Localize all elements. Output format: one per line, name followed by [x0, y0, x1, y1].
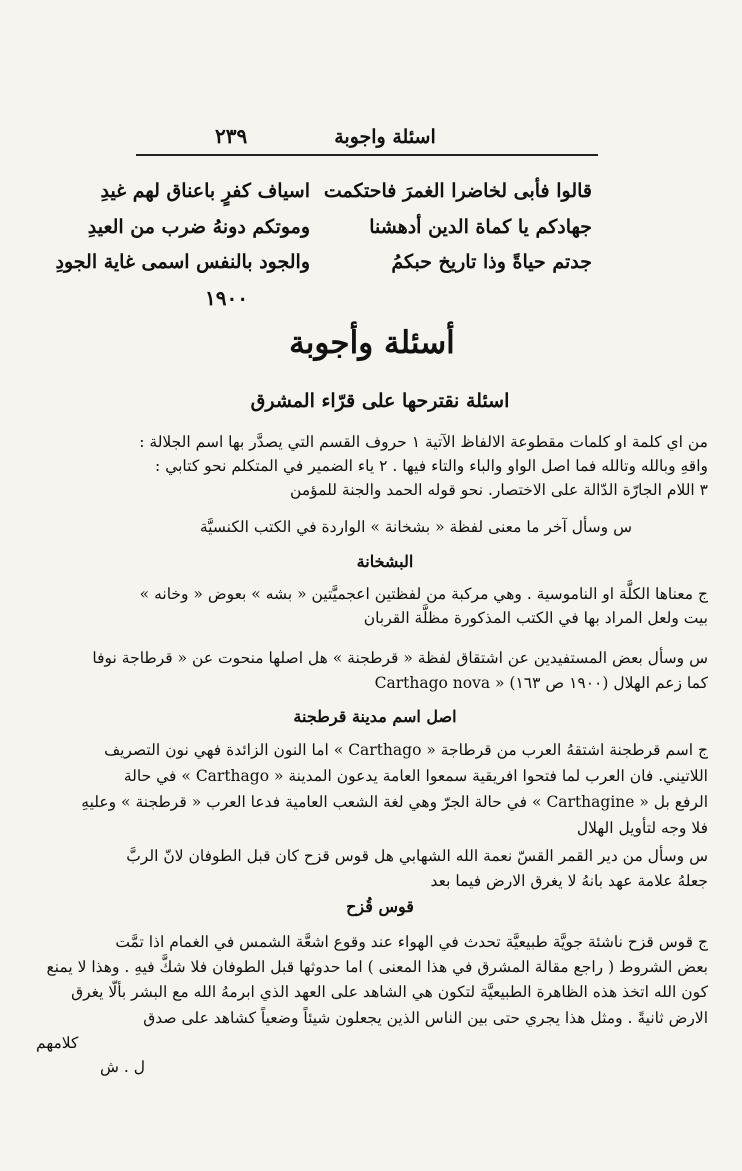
- q4-answer-line-2: بعض الشروط ( راجع مقالة المشرق في هذا المعنى ) اما حدوثها قبل الطوفان فلا شكَّ فيهِ . وهذا لا يمنع: [46, 958, 708, 976]
- q2-answer-line-1: ج معناها الكلَّة او الناموسية . وهي مركبة من لفظتين اعجميَّتين « بشه » بعوض « وخانه »: [139, 585, 708, 603]
- poem-row-3-left: والجود بالنفس اسمى غاية الجودِ: [55, 251, 310, 273]
- q3-answer-line-4: فلا وجه لتأويل الهلال: [576, 819, 708, 837]
- poem-row-1-left: اسياف كفرٍ باعناق لهم غيدِ: [100, 180, 310, 202]
- poem-year: ١٩٠٠: [205, 286, 248, 310]
- q3-answer-line-3: الرفع بل « Carthagine » في حالة الجرّ وهي لغة الشعب العامية فدعا العرب « قرطجنة » وعليهِ: [81, 793, 708, 811]
- q1-line-2: واقهِ وبالله وتالله فما اصل الواو والباء والتاء فيها . ٢ ياء الضمير في المتكلم نحو كتابي :: [155, 457, 708, 475]
- q4-question-line-2: جعلهُ علامة عهد بانهُ لا يغرق الارض فيما بعد: [430, 872, 708, 890]
- q3-heading: اصل اسم مدينة قرطجنة: [293, 707, 457, 726]
- q4-answer-line-5: كلامهم: [36, 1034, 79, 1052]
- poem-row-3-right: جدتم حياةً وذا تاريخ حبكمُ: [391, 251, 592, 273]
- q2-question: س وسأل آخر ما معنى لفظة « بشخانة » الواردة في الكتب الكنسيَّة: [199, 518, 632, 536]
- q4-heading: قوس قُزح: [346, 897, 414, 916]
- section-calligraphic-title: أسئلة وأجوبة: [289, 325, 455, 361]
- q2-heading: البشخانة: [356, 552, 414, 571]
- q3-question-line-2: Carthago nova » كما زعم الهلال (١٩٠٠ ص ١٦٣): [374, 674, 708, 692]
- poem-row-2-left: وموتكم دونهُ ضرب من العيدِ: [87, 216, 310, 238]
- poem-row-2-right: جهادكم يا كماة الدين أدهشنا: [369, 216, 592, 238]
- q4-question-line-1: س وسأل من دير القمر القسّ نعمة الله الشهابي هل قوس قزح كان قبل الطوفان لانّ الربَّ: [126, 847, 708, 865]
- q4-answer-line-1: ج قوس قزح ناشئة جويَّة طبيعيَّة تحدث في الهواء عند وقوع اشعَّة الشمس في الغمام اذا تمَّت: [115, 933, 708, 951]
- q4-answer-line-3: كون الله اتخذ هذه الظاهرة الطبيعيَّة لتكون هي الشاهد على العهد الذي ابرمهُ الله مع البشر بألّا يغرق: [71, 983, 708, 1001]
- q1-line-3: ٣ اللام الجارّة الدّالة على الاختصار. نحو قوله الحمد والجنة للمؤمن: [290, 481, 708, 499]
- q4-answer-line-4: الارض ثانيةً . ومثل هذا يجري حتى بين الناس الذين يجعلون شيئاً وضعياً كشاهد على صدق: [143, 1009, 708, 1027]
- running-header-title: اسئلة واجوبة: [334, 126, 436, 148]
- q1-line-1: من اي كلمة او كلمات مقطوعة الالفاظ الآتية ١ حروف القسم التي يصدَّر بها اسم الجلالة :: [139, 433, 708, 451]
- section-subtitle: اسئلة نقترحها على قرّاء المشرق: [250, 390, 510, 412]
- q3-question-line-1: س وسأل بعض المستفيدين عن اشتقاق لفظة « قرطجنة » هل اصلها منحوت عن « قرطاجة نوفا: [92, 649, 708, 667]
- page-number: ٢٣٩: [215, 124, 248, 148]
- q3-answer-line-1: ج اسم قرطجنة اشتقهُ العرب من قرطاجة « Carthago » اما النون الزائدة فهي نون التصريف: [104, 741, 708, 759]
- signature: ل . ش: [100, 1058, 145, 1076]
- q2-answer-line-2: بيت ولعل المراد بها في الكتب المذكورة مظلَّة القربان: [363, 609, 708, 627]
- q3-answer-line-2: اللاتيني. فان العرب لما فتحوا افريقية سمعوا العامة يدعون المدينة « Carthago » في حالة: [123, 767, 708, 785]
- poem-row-1-right: قالوا فأبى لخاضرا الغمرَ فاحتكمت: [323, 180, 592, 202]
- header-rule: [136, 154, 598, 156]
